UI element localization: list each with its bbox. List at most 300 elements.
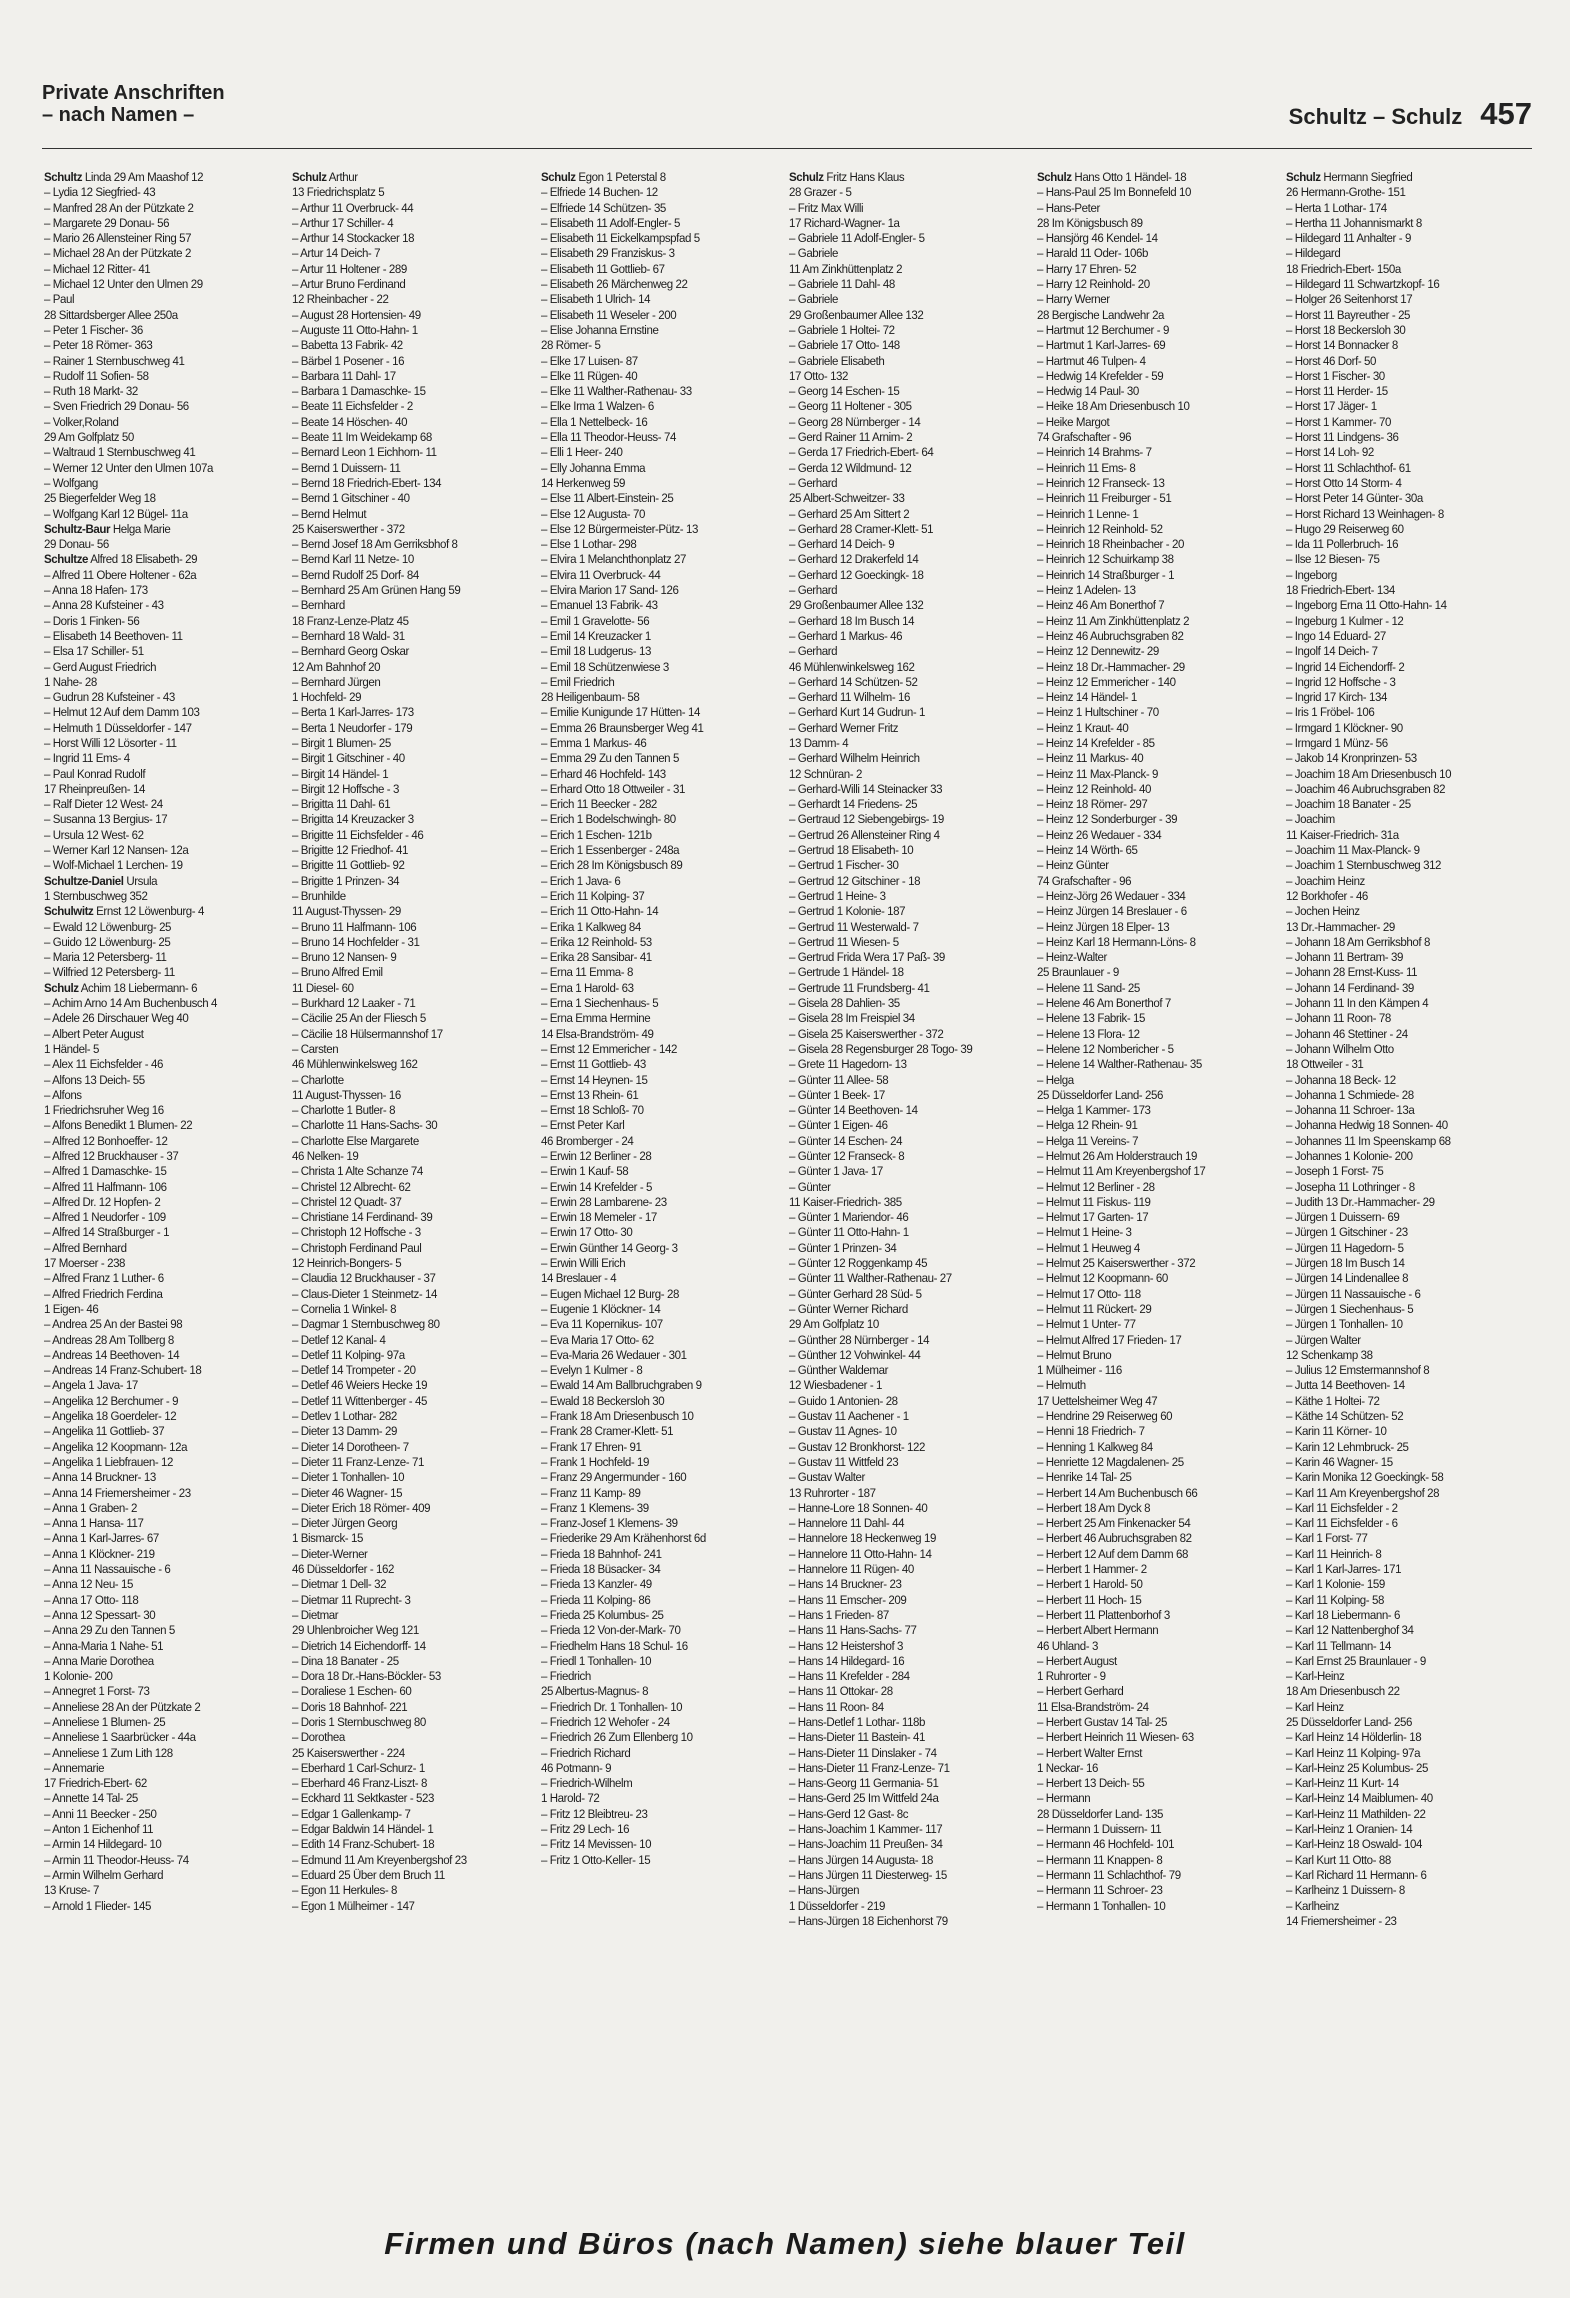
directory-entry: – Werner 12 Unter den Ulmen 107a [44,460,213,475]
directory-entry: – Dieter 14 Dorotheen- 7 [292,1439,410,1454]
header-rule [42,148,1532,149]
directory-entry: – Käthe 1 Holtei- 72 [1285,1393,1380,1408]
directory-entry: – Hermann 1 Tonhallen- 10 [1037,1898,1166,1913]
directory-entry: – Wolf-Michael 1 Lerchen- 19 [44,858,183,873]
directory-entry: 28 Römer- 5 [540,338,601,353]
directory-entry: – Hans-Detlef 1 Lothar- 118b [788,1714,926,1729]
directory-entry: – Anna 1 Graben- 2 [44,1500,138,1515]
directory-entry: – Eberhard 46 Franz-Liszt- 8 [292,1776,428,1791]
directory-entry: – Johann 46 Stettiner - 24 [1285,1026,1408,1041]
directory-entry: – Elisabeth 29 Franziskus- 3 [540,246,675,261]
directory-entry: – Günter [788,1179,831,1194]
directory-entry: 25 Kaiserswerther - 224 [292,1745,406,1760]
directory-entry: 74 Grafschafter - 96 [1037,873,1132,888]
directory-entry: – Ingeborg Erna 11 Otto-Hahn- 14 [1285,598,1447,613]
directory-entry: – Eva 11 Kopernikus- 107 [540,1317,663,1332]
directory-entry: – Frank 18 Am Driesenbusch 10 [540,1409,694,1424]
directory-entry: 17 Otto- 132 [788,368,849,383]
directory-entry: – Günter 1 Eigen- 46 [788,1118,888,1133]
directory-entry: – Gerhard Werner Fritz [788,720,899,735]
directory-entry: – Helmut 11 Rückert- 29 [1037,1301,1152,1316]
directory-entry: – Helene 12 Nombericher - 5 [1037,1041,1174,1056]
directory-entry: – Ella 11 Theodor-Heuss- 74 [540,430,676,445]
directory-entry: – Erwin 28 Lambarene- 23 [540,1194,667,1209]
directory-entry: – Karl 11 Tellmann- 14 [1285,1638,1391,1653]
directory-entry: 12 Borkhofer - 46 [1285,888,1368,903]
directory-entry: – Karl 11 Eichsfelder - 2 [1285,1500,1398,1515]
directory-entry: – Judith 13 Dr.-Hammacher- 29 [1285,1194,1435,1209]
directory-entry: – Günter 12 Franseck- 8 [788,1149,905,1163]
directory-entry: – Elke Irma 1 Walzen- 6 [540,399,654,414]
directory-entry: – Horst Richard 13 Weinhagen- 8 [1285,506,1444,521]
directory-entry: – Horst 14 Bonnacker 8 [1285,338,1398,353]
directory-entry: 18 Friedrich-Ebert- 134 [1285,583,1395,598]
directory-entry: – August 28 Hortensien- 49 [292,307,422,322]
directory-entry: – Brigitte 11 Eichsfelder - 46 [292,827,424,842]
directory-entry: – Anna 29 Zu den Tannen 5 [44,1623,175,1638]
directory-entry: – Horst 17 Jäger- 1 [1285,399,1377,414]
directory-entry: – Angelika 12 Berchumer - 9 [44,1393,179,1408]
directory-entry: – Berta 1 Neudorfer - 179 [292,720,413,735]
directory-entry: – Hendrine 29 Reiserweg 60 [1037,1409,1173,1424]
directory-entry: – Herbert 1 Hammer- 2 [1037,1562,1148,1577]
directory-entry: – Helmut 11 Fiskus- 119 [1037,1194,1151,1209]
directory-entry: – Herbert 18 Am Dyck 8 [1037,1500,1151,1515]
directory-entry: – Doris 18 Bahnhof- 221 [292,1699,408,1714]
directory-entry: – Johann 11 Roon- 78 [1285,1011,1391,1026]
directory-entry: – Hans 12 Heistershof 3 [788,1638,903,1653]
directory-entry: – Erika 28 Sansibar- 41 [540,950,652,965]
directory-entry: – Charlotte 11 Hans-Sachs- 30 [292,1118,438,1133]
directory-entry: – Heinz 11 Markus- 40 [1037,751,1144,766]
directory-entry: – Hanne-Lore 18 Sonnen- 40 [788,1500,928,1515]
directory-entry: – Jürgen 11 Nassauische - 6 [1285,1286,1421,1301]
directory-entry: – Hans-Jürgen 18 Eichenhorst 79 [788,1913,948,1928]
directory-entry: – Harry 12 Reinhold- 20 [1037,277,1151,292]
directory-entry: – Albert Peter August [44,1026,144,1041]
directory-entry: – Egon 1 Mülheimer - 147 [292,1898,415,1913]
directory-entry: – Karl Heinz [1285,1699,1344,1714]
directory-entry: – Heinrich 11 Freiburger - 51 [1037,491,1172,506]
directory-entry: – Anna 1 Karl-Jarres- 67 [44,1531,159,1546]
directory-entry: 14 Friemersheimer - 23 [1285,1913,1397,1928]
directory-entry: – Ingeburg 1 Kulmer - 12 [1285,613,1404,628]
directory-entry: – Christoph 12 Hoffsche - 3 [292,1225,422,1240]
directory-entry: 1 Bismarck- 15 [292,1531,364,1546]
directory-entry: – Gabriele [788,292,838,307]
directory-entry: – Helmut Bruno [1037,1347,1112,1362]
directory-entry: – Dieter 11 Franz-Lenze- 71 [292,1454,425,1469]
directory-entry: – Gisela 28 Regensburger 28 Togo- 39 [788,1041,973,1056]
directory-entry: – Gerhard 25 Am Sittert 2 [788,506,910,521]
directory-entry: – Gustav 11 Aachener - 1 [788,1409,909,1424]
directory-entry: – Anna 14 Friemersheimer - 23 [44,1485,191,1500]
directory-entry: – Johanna Hedwig 18 Sonnen- 40 [1285,1118,1448,1133]
directory-entry: – Heinz-Jörg 26 Wedauer - 334 [1037,888,1186,903]
directory-entry: – Käthe 14 Schützen- 52 [1285,1409,1403,1424]
directory-entry: – Heinrich 12 Franseck- 13 [1037,475,1165,490]
directory-entry: – Herbert 11 Plattenborhof 3 [1037,1607,1171,1622]
directory-entry: – Guido 12 Löwenburg- 25 [44,934,171,949]
directory-entry: – Andreas 14 Beethoven- 14 [44,1347,180,1362]
directory-columns [44,170,1534,2210]
footer-note: Firmen und Büros (nach Namen) siehe blauer Teil [384,2226,1186,2261]
directory-entry: – Anton 1 Eichenhof 11 [44,1822,154,1837]
directory-entry: – Holger 26 Seitenhorst 17 [1285,292,1412,307]
directory-entry: Schulz Achim 18 Liebermann- 6 [44,980,198,995]
directory-entry: – Else 12 Augusta- 70 [540,506,645,521]
directory-entry: – Johann Wilhelm Otto [1285,1041,1394,1056]
directory-entry: – Manfred 28 An der Pützkate 2 [44,200,194,215]
directory-entry: – Edgar Baldwin 14 Händel- 1 [292,1822,434,1837]
directory-entry: – Erna Emma Hermine [540,1011,650,1026]
directory-entry: – Johann 14 Ferdinand- 39 [1285,980,1414,995]
directory-entry: 12 Wiesbadener - 1 [788,1378,883,1393]
directory-entry: – Karl Heinz 14 Hölderlin- 18 [1285,1730,1421,1745]
directory-entry: – Hartmut 46 Tulpen- 4 [1037,353,1146,368]
directory-entry: – Bernd Josef 18 Am Gerriksbhof 8 [292,537,458,552]
directory-entry: – Gerd August Friedrich [44,659,157,674]
directory-entry: – Erika 12 Reinhold- 53 [540,934,652,949]
directory-entry: – Franz 11 Kamp- 89 [540,1485,641,1500]
directory-entry: – Helmut 25 Kaiserswerther - 372 [1037,1256,1196,1271]
directory-entry: 1 Händel- 5 [44,1041,99,1056]
directory-entry: 17 Richard-Wagner- 1a [788,215,900,230]
directory-entry: – Johann 11 In den Kämpen 4 [1285,996,1428,1011]
directory-entry: – Iris 1 Fröbel- 106 [1285,705,1375,720]
directory-entry: 46 Bromberger - 24 [540,1133,634,1148]
directory-entry: – Karl Richard 11 Hermann- 6 [1285,1867,1427,1882]
directory-entry: 17 Rheinpreußen- 14 [44,781,145,796]
directory-entry: – Arthur 11 Overbruck- 44 [292,200,414,215]
directory-entry: – Heinz 26 Wedauer - 334 [1037,827,1162,842]
directory-entry: – Karl 11 Eichsfelder - 6 [1285,1516,1398,1531]
directory-entry: – Hans 11 Emscher- 209 [788,1592,907,1607]
directory-entry: – Jürgen 1 Gitschiner - 23 [1285,1225,1408,1240]
directory-entry: – Volker,Roland [44,414,119,429]
directory-entry: – Heinz 1 Kraut- 40 [1037,720,1129,735]
directory-entry: – Karl-Heinz 25 Kolumbus- 25 [1285,1760,1428,1775]
directory-entry: – Detlef 11 Kolping- 97a [292,1347,406,1362]
directory-entry: – Joachim 1 Sternbuschweg 312 [1285,858,1441,873]
directory-entry: – Alfred Friedrich Ferdina [44,1286,163,1301]
directory-entry: 12 Schenkamp 38 [1285,1347,1373,1362]
directory-entry: – Karlheinz [1285,1898,1339,1913]
directory-entry: – Birgit 1 Blumen- 25 [292,735,392,750]
directory-entry: 46 Uhland- 3 [1037,1638,1099,1653]
directory-entry: – Bernd Rudolf 25 Dorf- 84 [292,567,420,582]
directory-entry: – Johannes 11 Im Speenskamp 68 [1285,1133,1451,1148]
directory-entry: – Doris 1 Sternbuschweg 80 [292,1714,427,1729]
directory-entry: – Waltraud 1 Sternbuschweg 41 [44,445,196,460]
directory-entry: 25 Düsseldorfer Land- 256 [1037,1087,1164,1102]
directory-entry: – Hans-Paul 25 Im Bonnefeld 10 [1037,185,1192,200]
directory-entry: – Karl Heinz 11 Kolping- 97a [1285,1745,1420,1760]
directory-entry: – Lydia 12 Siegfried- 43 [44,185,156,200]
directory-entry: – Auguste 11 Otto-Hahn- 1 [292,322,419,337]
directory-entry: – Günter Gerhard 28 Süd- 5 [788,1286,922,1301]
directory-entry: – Cäcilie 18 Hülsermannshof 17 [292,1026,444,1041]
directory-entry: – Christiane 14 Ferdinand- 39 [292,1210,433,1225]
directory-entry: – Bernd 1 Gitschiner - 40 [292,491,410,506]
directory-entry: – Andreas 28 Am Tollberg 8 [44,1332,174,1347]
directory-entry: 1 Mülheimer - 116 [1037,1363,1123,1378]
directory-entry: – Joseph 1 Forst- 75 [1285,1164,1383,1179]
directory-entry: – Gisela 25 Kaiserswerther - 372 [788,1026,944,1041]
directory-entry: – Karl Ernst 25 Braunlauer - 9 [1285,1653,1426,1668]
directory-entry: – Gerhard 12 Goeckingk- 18 [788,567,924,582]
directory-entry: – Erwin Günther 14 Georg- 3 [540,1240,678,1255]
directory-entry: – Hans 11 Hans-Sachs- 77 [788,1623,917,1638]
directory-entry: – Detlef 46 Weiers Hecke 19 [292,1378,428,1393]
directory-entry: – Anna 18 Hafen- 173 [44,583,148,598]
directory-entry: – Friederike 29 Am Krähenhorst 6d [540,1531,706,1546]
directory-entry: – Günter Werner Richard [788,1301,908,1316]
directory-entry: Schulz Arthur [292,170,358,184]
directory-entry: – Elisabeth 14 Beethoven- 11 [44,628,183,643]
directory-entry: – Erich 11 Beecker - 282 [540,797,657,812]
directory-entry: – Evelyn 1 Kulmer - 8 [540,1363,643,1378]
directory-entry: Schultze Alfred 18 Elisabeth- 29 [44,552,198,567]
directory-entry: – Brunhilde [292,888,347,903]
directory-entry: – Detlef 11 Wittenberger - 45 [292,1393,428,1408]
directory-entry: – Karl Kurt 11 Otto- 88 [1285,1852,1391,1867]
directory-entry: – Hermann 11 Knappen- 8 [1037,1852,1163,1867]
directory-entry: 14 Elsa-Brandström- 49 [540,1026,654,1041]
directory-entry: – Heinz 12 Emmericher - 140 [1037,674,1176,689]
directory-entry: 1 Eigen- 46 [44,1301,99,1316]
directory-entry: – Emilie Kunigunde 17 Hütten- 14 [540,705,700,720]
directory-entry: – Heinrich 1 Lenne- 1 [1037,506,1139,521]
directory-entry: – Annette 14 Tal- 25 [44,1791,138,1806]
directory-entry: – Eugen Michael 12 Burg- 28 [540,1286,679,1301]
directory-entry: – Ingrid 17 Kirch- 134 [1285,690,1387,705]
directory-entry: – Erich 1 Essenberger - 248a [540,843,679,858]
directory-entry: 29 Großenbaumer Allee 132 [788,598,924,613]
directory-entry: – Ursula 12 West- 62 [44,827,144,842]
directory-entry: – Elly Johanna Emma [540,460,645,475]
directory-entry: – Ruth 18 Markt- 32 [44,384,138,399]
directory-entry: – Herta 1 Lothar- 174 [1285,200,1387,215]
directory-entry: – Heinz 14 Krefelder - 85 [1037,735,1155,750]
directory-entry: Schulz Hans Otto 1 Händel- 18 [1037,170,1187,184]
page-number: 457 [1480,96,1532,131]
directory-entry: – Angelika 18 Goerdeler- 12 [44,1409,177,1424]
directory-entry: 17 Moerser - 238 [44,1256,126,1271]
directory-entry: 12 Schnüran- 2 [788,766,862,781]
directory-entry: – Helene 11 Sand- 25 [1037,980,1141,995]
directory-entry: – Detlef 12 Kanal- 4 [292,1332,386,1347]
directory-entry: – Bernd 18 Friedrich-Ebert- 134 [292,475,442,490]
directory-entry: – Johann 28 Ernst-Kuss- 11 [1285,965,1417,980]
directory-entry: – Anna 14 Bruckner- 13 [44,1470,156,1485]
directory-entry: – Heinz Karl 18 Hermann-Löns- 8 [1037,934,1197,949]
directory-entry: – Josepha 11 Lothringer - 8 [1285,1179,1415,1194]
directory-entry: – Andrea 25 An der Bastei 98 [44,1317,183,1332]
directory-entry: – Friedrich 12 Wehofer - 24 [540,1714,670,1729]
directory-entry: – Ingo 14 Eduard- 27 [1285,628,1386,643]
directory-entry: – Ilse 12 Biesen- 75 [1285,552,1380,567]
directory-entry: – Erwin 18 Memeler - 17 [540,1210,657,1225]
directory-entry: – Ernst 11 Gottlieb- 43 [540,1057,646,1072]
directory-entry: – Jürgen 1 Duissern- 69 [1285,1210,1400,1225]
directory-entry: – Hans 14 Bruckner- 23 [788,1577,902,1592]
directory-entry: – Hannelore 11 Dahl- 44 [788,1516,905,1531]
directory-entry: – Gerhard 14 Schützen- 52 [788,674,918,689]
running-title: Schultz – Schulz [1288,104,1463,129]
directory-entry: – Hedwig 14 Krefelder - 59 [1037,368,1164,383]
directory-entry: – Adele 26 Dirschauer Weg 40 [44,1011,189,1026]
directory-entry: – Ingrid 14 Eichendorff- 2 [1285,659,1404,674]
directory-entry: 25 Düsseldorfer Land- 256 [1285,1714,1412,1729]
directory-entry: – Hans-Jürgen [788,1883,860,1898]
directory-entry: – Helmut 26 Am Holderstrauch 19 [1037,1149,1198,1163]
directory-entry: – Elvira Marion 17 Sand- 126 [540,583,679,598]
directory-entry: – Erich 1 Bodelschwingh- 80 [540,812,676,827]
directory-entry: – Bernhard Jürgen [292,674,381,689]
directory-entry: – Horst 1 Kammer- 70 [1285,414,1391,429]
directory-entry: – Bernhard 18 Wald- 31 [292,628,406,643]
directory-entry: – Karin 46 Wagner- 15 [1285,1454,1393,1469]
directory-entry: – Herbert August [1037,1653,1118,1668]
directory-entry: – Heinrich 14 Straßburger - 1 [1037,567,1175,582]
directory-entry: – Angelika 11 Gottlieb- 37 [44,1424,165,1439]
directory-entry: – Hans 11 Ottokar- 28 [788,1684,893,1699]
directory-entry: – Hans 14 Hildegard- 16 [788,1653,905,1668]
directory-entry: – Herbert 25 Am Finkenacker 54 [1037,1516,1191,1531]
directory-entry: – Horst 11 Herder- 15 [1285,384,1388,399]
directory-entry: – Günter 1 Java- 17 [788,1164,883,1179]
directory-entry: – Elfriede 14 Buchen- 12 [540,185,658,200]
directory-entry: – Helga 12 Rhein- 91 [1037,1118,1138,1133]
directory-entry: – Joachim Heinz [1285,873,1365,888]
directory-entry: – Fritz 1 Otto-Keller- 15 [540,1852,650,1867]
directory-entry: – Karl-Heinz 1 Oranien- 14 [1285,1822,1412,1837]
directory-entry: – Barbara 1 Damaschke- 15 [292,384,426,399]
directory-entry: – Horst Peter 14 Günter- 30a [1285,491,1423,506]
directory-entry: – Karl 11 Am Kreyenbergshof 28 [1285,1485,1439,1500]
directory-entry: – Gertrude 1 Händel- 18 [788,965,904,980]
directory-entry: – Gabriele 11 Adolf-Engler- 5 [788,231,925,246]
directory-entry: – Hans-Peter [1037,200,1101,215]
directory-entry: – Heinz 14 Wörth- 65 [1037,843,1138,858]
directory-entry: – Anneliese 1 Blumen- 25 [44,1714,166,1729]
directory-entry: – Ernst Peter Karl [540,1118,625,1133]
directory-entry: – Herbert Walter Ernst [1037,1745,1143,1760]
directory-entry: 28 Sittardsberger Allee 250a [44,307,178,322]
directory-entry: – Friedrich-Wilhelm [540,1776,632,1791]
directory-entry: – Helmut 1 Heine- 3 [1037,1225,1132,1240]
directory-entry: – Armin Wilhelm Gerhard [44,1867,164,1882]
running-header [1289,96,1532,132]
directory-entry: – Annegret 1 Forst- 73 [44,1684,150,1699]
directory-entry: – Heinrich 11 Ems- 8 [1037,460,1136,475]
directory-entry: – Elke 11 Rügen- 40 [540,368,637,383]
directory-entry: – Gerda 17 Friedrich-Ebert- 64 [788,445,934,460]
directory-entry: – Heike Margot [1037,414,1110,429]
directory-entry: – Beate 11 Im Weidekamp 68 [292,430,433,445]
directory-entry: – Johannes 1 Kolonie- 200 [1285,1149,1413,1163]
directory-entry: – Heinz 18 Römer- 297 [1037,797,1148,812]
directory-entry: – Brigitte 11 Gottlieb- 92 [292,858,405,873]
directory-entry: – Eckhard 11 Sektkaster - 523 [292,1791,435,1806]
directory-entry: – Berta 1 Karl-Jarres- 173 [292,705,415,720]
directory-entry: – Birgit 12 Hoffsche - 3 [292,781,400,796]
directory-entry: – Herbert Gerhard [1037,1684,1124,1699]
directory-entry: – Heinz Günter [1037,858,1109,873]
directory-entry: – Gabriele [788,246,838,261]
directory-entry: – Ingolf 14 Deich- 7 [1285,644,1378,659]
directory-entry: – Else 1 Lothar- 298 [540,537,637,552]
directory-entry: – Helene 14 Walther-Rathenau- 35 [1037,1057,1203,1072]
directory-entry: – Erika 1 Kalkweg 84 [540,919,641,934]
directory-entry: – Dieter Erich 18 Römer- 409 [292,1500,431,1515]
directory-entry: – Ida 11 Pollerbruch- 16 [1285,537,1398,552]
directory-entry: – Michael 12 Ritter- 41 [44,261,151,276]
directory-entry: 28 Bergische Landwehr 2a [1037,307,1165,322]
directory-entry: – Ewald 14 Am Ballbruchgraben 9 [540,1378,702,1393]
directory-entry: – Hans-Joachim 11 Preußen- 34 [788,1837,943,1852]
directory-entry: – Günther 12 Vohwinkel- 44 [788,1347,921,1362]
directory-entry: – Heinz 18 Dr.-Hammacher- 29 [1037,659,1186,674]
directory-entry: 12 Heinrich-Bongers- 5 [292,1256,402,1271]
directory-entry: – Ralf Dieter 12 West- 24 [44,797,163,812]
directory-entry: 14 Breslauer - 4 [540,1271,616,1286]
directory-entry: 28 Grazer - 5 [788,185,852,200]
directory-entry: – Hertha 11 Johannismarkt 8 [1285,215,1422,230]
directory-entry: 13 Friedrichsplatz 5 [292,185,385,200]
directory-entry: – Friedrich 26 Zum Ellenberg 10 [540,1730,693,1745]
directory-entry: – Wilfried 12 Petersberg- 11 [44,965,175,980]
directory-column-3 [541,170,789,2210]
directory-entry: – Fritz 12 Bleibtreu- 23 [540,1806,648,1821]
directory-entry: 11 August-Thyssen- 29 [292,904,402,919]
directory-entry: – Elise Johanna Ernstine [540,322,659,337]
directory-entry: – Herbert Heinrich 11 Wiesen- 63 [1037,1730,1195,1745]
directory-entry: – Jürgen 14 Lindenallee 8 [1285,1271,1408,1286]
directory-entry: – Michael 28 An der Pützkate 2 [44,246,191,261]
directory-entry: – Friedl 1 Tonhallen- 10 [540,1653,651,1668]
directory-entry: – Elisabeth 11 Adolf-Engler- 5 [540,215,680,230]
directory-entry: – Heinz 1 Adelen- 13 [1037,583,1136,598]
directory-entry: – Gertrud Frida Wera 17 Paß- 39 [788,950,945,965]
directory-entry: – Heinz 46 Am Bonerthof 7 [1037,598,1165,613]
directory-entry: – Hildegard [1285,246,1340,261]
directory-entry: – Bruno 12 Nansen- 9 [292,950,397,965]
directory-entry: – Georg 28 Nürnberger - 14 [788,414,921,429]
directory-entry: – Gabriele 17 Otto- 148 [788,338,900,353]
directory-entry: – Karl-Heinz 11 Mathilden- 22 [1285,1806,1426,1821]
directory-entry: – Herbert Gustav 14 Tal- 25 [1037,1714,1168,1729]
directory-entry: – Charlotte 1 Butler- 8 [292,1103,396,1118]
directory-entry: – Gabriele Elisabeth [788,353,885,368]
directory-entry: – Erna 1 Harold- 63 [540,980,634,995]
directory-entry: – Hermann [1037,1791,1091,1806]
directory-entry: – Bruno 14 Hochfelder - 31 [292,934,420,949]
directory-entry: – Alfred 11 Obere Holtener - 62a [44,567,197,582]
directory-entry: – Gertraud 12 Siebengebirgs- 19 [788,812,944,827]
directory-entry: – Dieter 13 Damm- 29 [292,1424,398,1439]
directory-entry: – Alfred 1 Damaschke- 15 [44,1164,167,1179]
directory-entry: – Gertrud 1 Heine- 3 [788,888,886,903]
directory-entry: – Peter 1 Fischer- 36 [44,322,143,337]
directory-entry: – Anna 12 Spessart- 30 [44,1607,156,1622]
directory-entry: – Babetta 13 Fabrik- 42 [292,338,404,353]
directory-entry: 18 Am Driesenbusch 22 [1285,1684,1400,1699]
directory-entry: – Emil 14 Kreuzacker 1 [540,628,651,643]
directory-entry: 18 Ottweiler - 31 [1285,1057,1364,1072]
directory-entry: – Gerhard Wilhelm Heinrich [788,751,920,766]
